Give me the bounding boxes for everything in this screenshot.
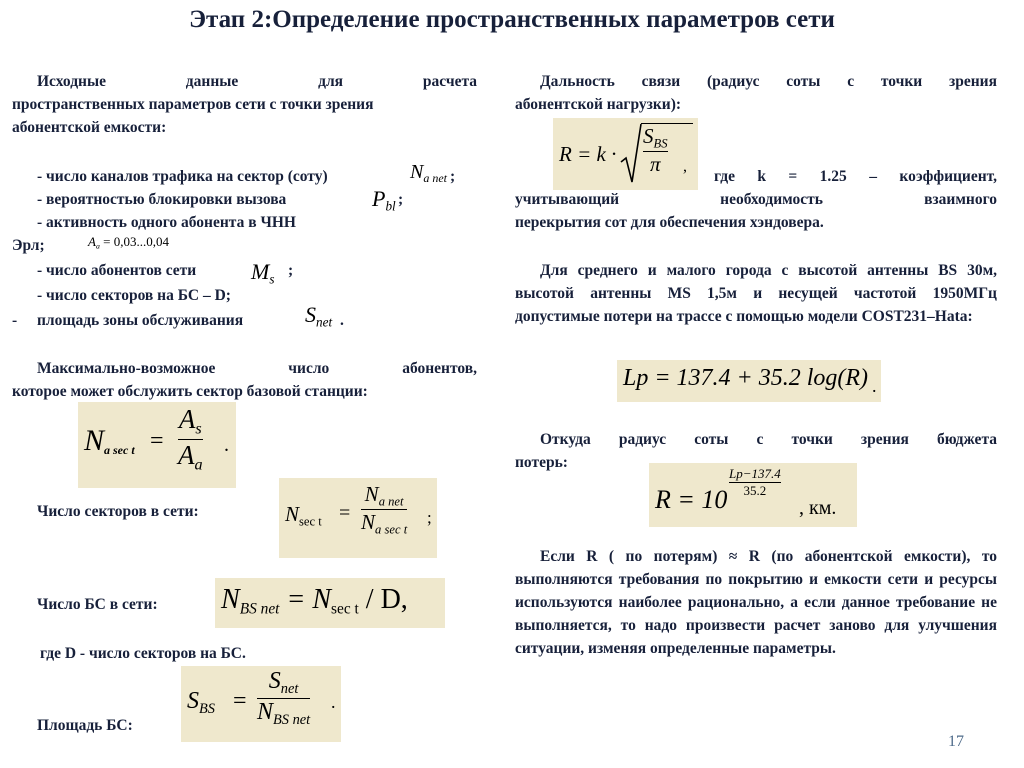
- formula-r-budget: R = 10 Lp−137.4 35.2 , км.: [649, 463, 857, 527]
- symbol-p-bl: $P_{bl}$: [372, 186, 396, 214]
- range-line-2: абонентской нагрузки):: [515, 96, 682, 113]
- item-subscribers: - число абонентов сети: [37, 262, 197, 279]
- intro-line-3: абонентской емкости:: [12, 119, 167, 136]
- intro-line-1: Исходные данные для расчета: [37, 73, 477, 90]
- symbol-m-s: $M_s$: [251, 259, 275, 287]
- budget-line-2: потерь:: [515, 454, 568, 471]
- item-area-dash: -: [12, 312, 18, 329]
- sqrt-sign: [619, 122, 643, 186]
- formula-n-asect: $N_{a sec t}$ = $A_s$ $A_a$ .: [78, 402, 236, 488]
- item-subscribers-end: ;: [288, 262, 294, 279]
- formula-n-bs-net: $N_{BS net} = N_{sec t} / D$,: [215, 578, 445, 628]
- symbol-n-anet: $N_{a net}$: [410, 161, 448, 186]
- formula-lp-hata: Lp = 137.4 + 35.2 log(R) .: [617, 360, 881, 402]
- coef-line-1: где k = 1.25 – коэффициент,: [714, 168, 997, 185]
- item-channels-end: ;: [450, 168, 456, 185]
- coef-line-2: учитывающий необходимость взаимного: [515, 191, 997, 208]
- item-area-end: .: [340, 312, 344, 329]
- item-channels: - число каналов трафика на сектор (соту): [37, 168, 328, 185]
- where-d-note: где D - число секторов на БС.: [40, 645, 246, 662]
- city-paragraph: Для среднего и малого города с высотой антенны BS 30м, высотой антенны MS 1,5м и несущей частотой 1950МГц допустимые потери на трассе с помощью модели COST231–Hata:: [515, 262, 997, 325]
- formula-n-sect: $N_{sec t}$ = $N_{a net}$ $N_{a sec t}$ ;: [279, 478, 437, 558]
- intro-line-2: пространственных параметров сети с точки зрения: [12, 96, 374, 113]
- sectors-label: Число секторов в сети:: [37, 503, 199, 520]
- max-subscribers-line-2: которое может обслужить сектор базовой станции:: [12, 383, 368, 400]
- budget-line-1: Откуда радиус соты с точки зрения бюджета: [540, 431, 997, 448]
- formula-r-capacity-end: ,: [683, 158, 687, 175]
- item-area: площадь зоны обслуживания: [37, 312, 244, 329]
- symbol-s-net: $S_{net}$: [305, 302, 333, 330]
- item-sectors: - число секторов на БС – D;: [37, 287, 231, 304]
- item-blocking-end: ;: [398, 191, 404, 208]
- formula-r-capacity: R = k · $S_{BS}$ π: [553, 118, 698, 190]
- page-number: 17: [948, 733, 964, 750]
- slide-title: Этап 2:Определение пространственных параметров сети: [189, 6, 835, 33]
- area-label: Площадь БС:: [37, 717, 133, 734]
- if-paragraph: Если R ( по потерям) ≈ R (по абонентской емкости), то выполняются требования по покрытию и емкости сети и ресурсы используются наиболее рационально, а если данное требование не выполняется, то надо произвести расчет заново для улучшения ситуации, изменяя определенные параметры.: [515, 548, 997, 657]
- bs-count-label: Число БС в сети:: [37, 596, 158, 613]
- formula-s-bs: $S_{BS}$ = $S_{net}$ $N_{BS net}$ .: [181, 666, 341, 742]
- coef-line-3: перекрытия сот для обеспечения хэндовера.: [515, 214, 824, 231]
- range-line-1: Дальность связи (радиус соты с точки зрения: [540, 73, 997, 90]
- symbol-a-range: $A_a = 0,03...0,04$: [88, 234, 169, 251]
- item-activity: - активность одного абонента в ЧНН: [37, 214, 296, 231]
- item-erl: Эрл;: [12, 237, 45, 254]
- item-blocking: - вероятностью блокировки вызова: [37, 191, 287, 208]
- max-subscribers-line-1: Максимально-возможное число абонентов,: [37, 360, 477, 377]
